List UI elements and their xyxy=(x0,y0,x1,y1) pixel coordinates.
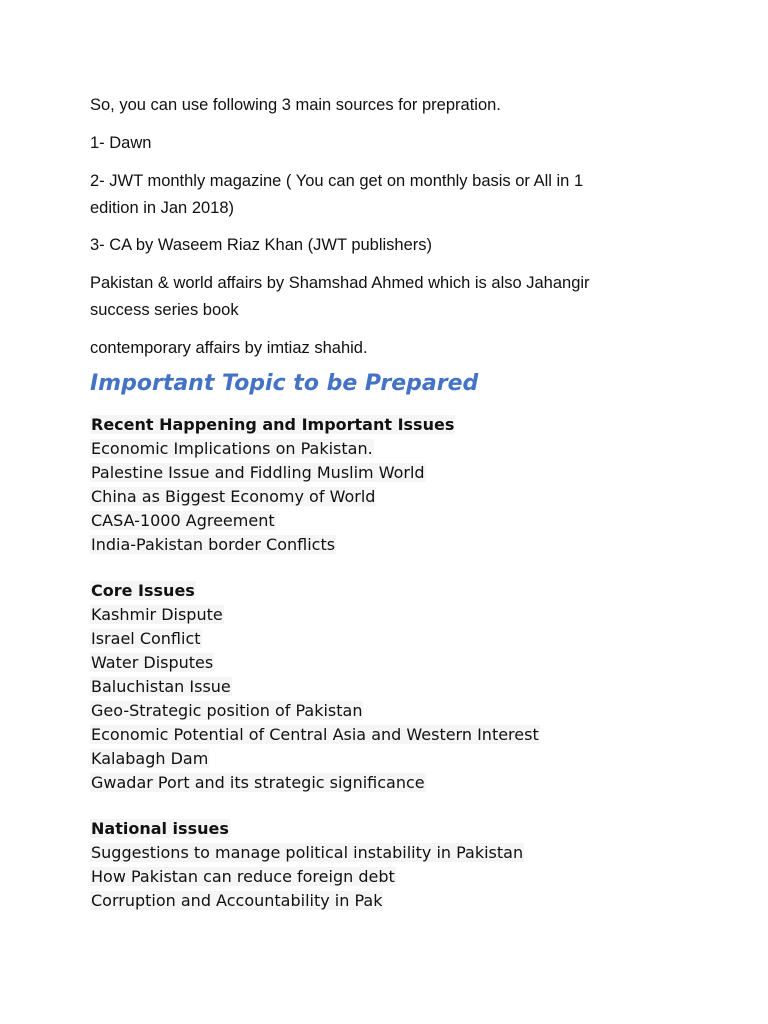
list-item: Kashmir Dispute xyxy=(91,605,223,624)
list-item: India-Pakistan border Conflicts xyxy=(91,535,336,554)
core-section xyxy=(90,579,540,795)
source-item-jwt-line-2: edition in Jan 2018) xyxy=(90,199,235,217)
list-item: Economic Implications on Pakistan. xyxy=(91,439,373,458)
core-title: Core Issues xyxy=(91,581,195,600)
book-line-2: success series book xyxy=(90,301,239,319)
list-item: Baluchistan Issue xyxy=(91,677,231,696)
section-heading: Important Topic to be Prepared xyxy=(90,371,479,396)
intro-line: So, you can use following 3 main sources for prepration. xyxy=(90,96,501,114)
list-item: Palestine Issue and Fiddling Muslim World xyxy=(91,463,425,482)
list-item: Gwadar Port and its strategic significance xyxy=(91,773,425,792)
recent-section xyxy=(90,413,455,557)
list-item: Economic Potential of Central Asia and Western Interest xyxy=(91,725,539,744)
list-item: Geo-Strategic position of Pakistan xyxy=(91,701,363,720)
list-item: Suggestions to manage political instability in Pakistan xyxy=(91,843,524,862)
list-item: CASA-1000 Agreement xyxy=(91,511,275,530)
list-item: Corruption and Accountability in Pak xyxy=(91,891,383,910)
list-item: How Pakistan can reduce foreign debt xyxy=(91,867,395,886)
national-title: National issues xyxy=(91,819,229,838)
list-item: Israel Conflict xyxy=(91,629,201,648)
national-section xyxy=(90,817,524,913)
list-item: Kalabagh Dam xyxy=(91,749,209,768)
recent-title: Recent Happening and Important Issues xyxy=(91,415,455,434)
source-item-dawn: 1- Dawn xyxy=(90,134,152,152)
source-item-ca: 3- CA by Waseem Riaz Khan (JWT publishers) xyxy=(90,236,433,254)
list-item: Water Disputes xyxy=(91,653,214,672)
list-item: China as Biggest Economy of World xyxy=(91,487,376,506)
source-item-jwt-line-1: 2- JWT monthly magazine ( You can get on monthly basis or All in 1 xyxy=(90,172,584,190)
book-line-1: Pakistan & world affairs by Shamshad Ahmed which is also Jahangir xyxy=(90,274,590,292)
book-line-3: contemporary affairs by imtiaz shahid. xyxy=(90,339,368,357)
